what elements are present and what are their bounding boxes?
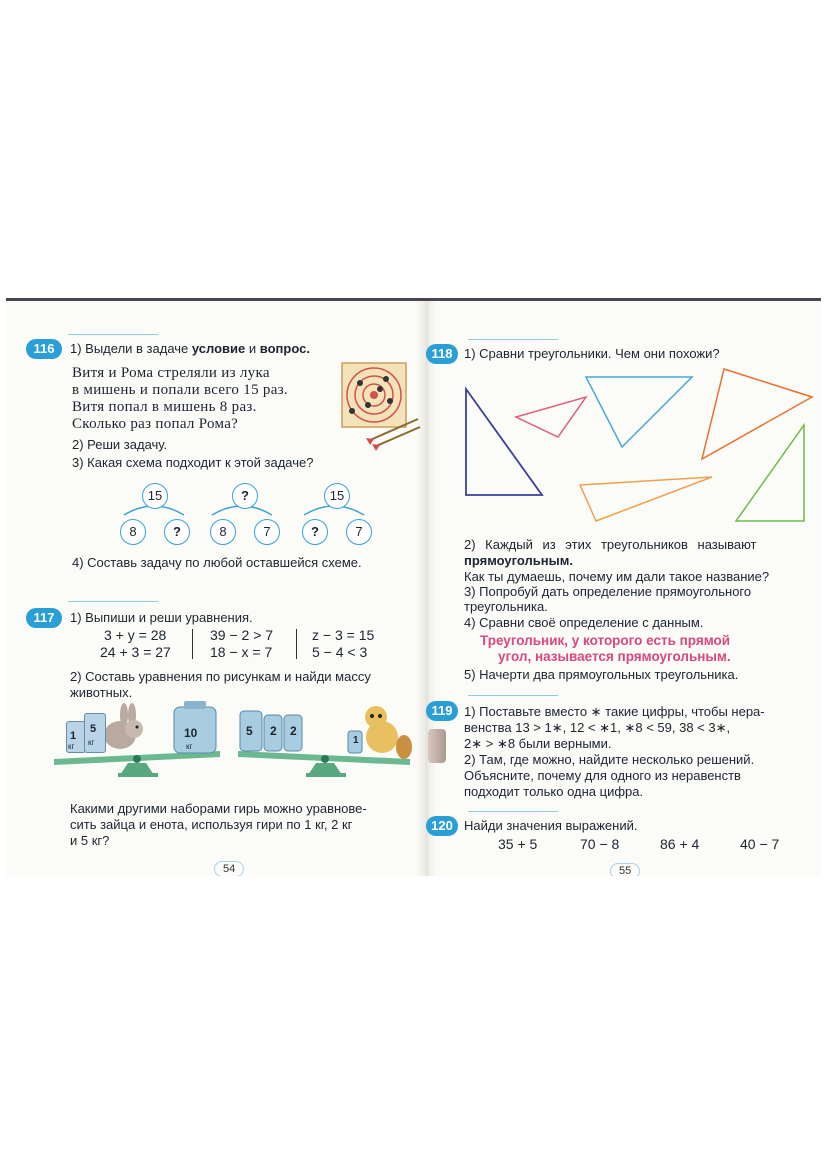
triangle-light-blue	[586, 377, 692, 447]
task-118-line: треугольника.	[464, 599, 548, 614]
task-117-q2-line-2: животных.	[70, 685, 133, 700]
expression: 40 − 7	[740, 836, 780, 852]
task-116-badge: 116	[26, 339, 62, 359]
triangle-light-orange	[580, 477, 712, 521]
task-118-line: 4) Сравни своё определение с данным.	[464, 615, 704, 630]
triangle-pink	[516, 397, 586, 437]
task-118-q2-bold: прямоугольным.	[464, 553, 573, 568]
expression: 86 + 4	[660, 836, 700, 852]
task-rule	[68, 601, 158, 602]
weight-unit: кг	[88, 738, 95, 747]
problem-line-4: Сколько раз попал Рома?	[72, 416, 239, 432]
weight-label: 2	[270, 724, 277, 738]
right-page	[431, 301, 821, 876]
children-icon	[428, 729, 446, 763]
task-119-line: венства 13 > 1∗, 12 < ∗1, ∗8 < 59, 38 < 3∗,	[464, 720, 731, 735]
scheme-1-part-a: 8	[120, 519, 146, 545]
weight-label: 1	[353, 735, 359, 746]
definition-line-2: угол, называется прямоугольным.	[498, 649, 731, 664]
task-rule	[68, 334, 158, 335]
equation: 5 − 4 < 3	[312, 644, 368, 660]
weight-label: 1	[70, 730, 77, 742]
scheme-3-total: 15	[324, 483, 350, 509]
task-119-line: 2) Там, где можно, найдите несколько решений.	[464, 752, 755, 767]
scheme-2-total: ?	[232, 483, 258, 509]
triangle-orange	[702, 369, 812, 459]
task-118-line: Как ты думаешь, почему им дали такое название?	[464, 569, 770, 584]
task-116-q3: 3) Какая схема подходит к этой задаче?	[72, 455, 314, 470]
triangles-figure	[434, 361, 821, 531]
problem-line-2: в мишень и попали всего 15 раз.	[72, 382, 288, 398]
task-117-question-line-1: Какими другими наборами гирь можно уравнове-	[70, 801, 367, 816]
scheme-2-part-b: 7	[254, 519, 280, 545]
scale-raccoon-illustration	[234, 701, 420, 777]
scheme-1-part-b: ?	[164, 519, 190, 545]
weight-unit: кг	[68, 742, 75, 751]
column-divider	[296, 629, 297, 659]
task-118-badge: 118	[426, 344, 458, 364]
equation: 3 + y = 28	[104, 627, 167, 643]
weight-unit: кг	[186, 742, 193, 751]
expression: 70 − 8	[580, 836, 620, 852]
problem-line-3: Витя попал в мишень 8 раз.	[72, 399, 257, 415]
task-118-q1: 1) Сравни треугольники. Чем они похожи?	[464, 346, 720, 361]
task-120-q: Найди значения выражений.	[464, 818, 638, 833]
task-117-q1: 1) Выпиши и реши уравнения.	[70, 610, 253, 625]
page-number: 54	[214, 861, 244, 876]
problem-line-1: Витя и Рома стреляли из лука	[72, 365, 270, 381]
equation: z − 3 = 15	[312, 627, 375, 643]
task-117-badge: 117	[26, 608, 62, 628]
task-118-q2-line: 2) Каждый из этих треугольников называют	[464, 537, 757, 552]
weight-label: 5	[246, 724, 253, 738]
expression: 35 + 5	[498, 836, 538, 852]
task-116-q2: 2) Реши задачу.	[72, 437, 168, 452]
equation: 39 − 2 > 7	[210, 627, 274, 643]
task-119-badge: 119	[426, 701, 458, 721]
textbook-spread	[6, 298, 821, 876]
left-page	[6, 301, 416, 876]
weight-label: 10	[184, 726, 198, 740]
task-117-question-line-3: и 5 кг?	[70, 833, 110, 848]
task-117-q2-line-1: 2) Составь уравнения по рисункам и найди массу	[70, 669, 371, 684]
scheme-3-part-b: 7	[346, 519, 372, 545]
task-119-line: 1) Поставьте вместо ∗ такие цифры, чтобы нера-	[464, 704, 765, 719]
triangle-green	[736, 425, 804, 521]
scheme-1-total: 15	[142, 483, 168, 509]
task-116-q1: 1) Выдели в задаче условие и вопрос.	[70, 341, 310, 356]
weight-label: 2	[290, 724, 297, 738]
task-rule	[468, 339, 558, 340]
task-rule	[468, 811, 558, 812]
page-number: 55	[610, 863, 640, 876]
equation: 18 − x = 7	[210, 644, 273, 660]
task-120-badge: 120	[426, 816, 458, 836]
scheme-2-part-a: 8	[210, 519, 236, 545]
column-divider	[192, 629, 193, 659]
equation: 24 + 3 = 27	[100, 644, 171, 660]
task-118-line: 3) Попробуй дать определение прямоугольного	[464, 584, 752, 599]
task-rule	[468, 695, 558, 696]
definition-line-1: Треугольник, у которого есть прямой	[480, 633, 731, 648]
triangle-blue	[466, 389, 542, 495]
task-116-q4: 4) Составь задачу по любой оставшейся схеме.	[72, 555, 362, 570]
task-119-line: подходит только одна цифра.	[464, 784, 644, 799]
task-117-question-line-2: сить зайца и енота, используя гири по 1 кг, 2 кг	[70, 817, 353, 832]
weight-label: 5	[90, 723, 97, 735]
scheme-3-part-a: ?	[302, 519, 328, 545]
task-118-q5: 5) Начерти два прямоугольных треугольника.	[464, 667, 739, 682]
task-119-line: 2∗ > ∗8 были верными.	[464, 736, 612, 751]
archery-target-illustration	[338, 361, 422, 451]
task-119-line: Объясните, почему для одного из неравенств	[464, 768, 741, 783]
